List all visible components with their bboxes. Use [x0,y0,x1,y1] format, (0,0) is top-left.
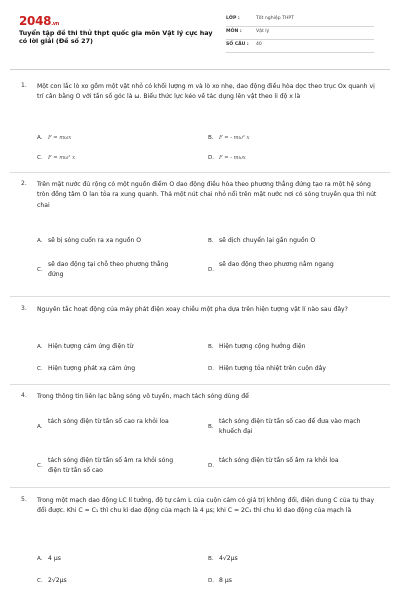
meta-row-count [226,40,374,53]
question-1 [18,82,386,180]
option-text: 4 μs [48,555,61,562]
option-label: B. [208,238,214,244]
option-text: tách sóng điện từ tần số cao ra khỏi loa [48,418,169,425]
option-text: tách sóng điện từ tần số âm ra khỏi loa [219,457,339,464]
option-text: sẽ dao động tại chỗ theo phương thẳng đứng [48,261,169,278]
option-text: F = mω² x [48,155,76,161]
option-label: C. [37,463,43,469]
question-text: Trong thông tin liên lạc bằng sóng vô tuyến, mạch tách sóng dùng để [37,393,249,400]
question-3 [18,305,386,385]
question-number: 5. [21,496,27,503]
logo-suffix: .vn [51,21,60,27]
option-label: B. [208,424,214,430]
site-logo[interactable]: 2048.vn [19,14,60,28]
option-label: A. [37,556,43,562]
option-label: B. [208,556,214,562]
option-text: F = mωx [48,135,72,141]
option-text: Hiện tượng phát xạ cảm ứng [48,365,136,372]
option-label: A. [37,424,43,430]
meta-value: Vật lý [256,29,270,34]
option-text: tách sóng điện từ tần số âm ra khỏi sóng điện từ tần số cao [48,457,174,474]
question-number: 1. [21,82,27,89]
option-label: C. [37,578,43,584]
meta-label: MÔN : [226,29,242,34]
option-label: B. [208,135,214,141]
meta-value: Tốt nghiệp THPT [256,16,294,21]
question-divider [10,172,390,173]
option-text: Hiện tượng cảm ứng điện từ [48,343,134,350]
option-label: C. [37,366,43,372]
question-divider [10,487,390,488]
option-text: sẽ dao động theo phương nằm ngang [219,261,334,268]
question-number: 4. [21,392,27,399]
option-label: D. [208,463,215,469]
header-divider [10,69,390,70]
question-text: Trong một mạch dao động LC lí tưởng, độ tự cảm L của cuộn cảm có giá trị không đổi, điện dung C của tụ thay đổi được. Khi C = C₁ thì chu kì dao động của mạch là 4 μs; khi C = 2C₁ thì chu kì dao động của mạch là [37,497,375,515]
option-text: sẽ dịch chuyển lại gần nguồn O [219,237,316,244]
meta-label: LỚP : [226,16,240,21]
question-number: 2. [21,180,27,187]
option-text: tách sóng điện từ tần số cao để đưa vào mạch khuếch đại [219,418,361,435]
question-2 [18,180,386,296]
question-text: Nguyên tắc hoạt động của máy phát điện xoay chiều một pha dựa trên hiện tượng vật lí nào sau đây? [37,306,348,313]
option-text: F = - mωx [219,155,246,161]
option-label: A. [37,344,43,350]
question-text: Một con lắc lò xo gồm một vật nhỏ có khối lượng m và lò xo nhẹ, dao động điều hòa dọc theo trục Ox quanh vị trí cân bằng O với tần số góc là ω. Biểu thức lực kéo về tác dụng lên vật theo li độ x là [37,83,375,101]
question-text: Trên mặt nước đủ rộng có một nguồn điểm O dao động điều hòa theo phương thẳng đứng tạo ra một hệ sóng tròn đồng tâm O lan tỏa ra xung quanh. Thả một nút chai nhỏ nổi trên mặt nước nơi có sóng truyền qua thì nút chai [37,181,377,209]
option-label: A. [37,238,43,244]
option-label: D. [208,267,215,273]
option-text: Hiện tượng tỏa nhiệt trên cuộn dây [219,365,327,372]
option-label: D. [208,578,215,584]
question-divider [10,384,390,385]
option-label: D. [208,366,215,372]
question-4 [18,392,386,492]
meta-row-class [226,14,374,27]
option-label: A. [37,135,43,141]
option-text: F = - mω² x [219,135,250,141]
question-divider [10,296,390,297]
meta-value: 40 [256,42,262,47]
option-text: 4√2μs [219,555,238,562]
meta-label: SỐ CÂU : [226,42,249,47]
option-text: Hiện tượng cộng hưởng điện [219,343,306,350]
question-5 [18,496,386,598]
option-text: sẽ bị sóng cuốn ra xa nguồn O [48,237,142,244]
option-label: B. [208,344,214,350]
meta-row-subject [226,27,374,40]
document-title: Tuyển tập đề thi thử thpt quốc gia môn Vật lý cực hay có lời giải (Đề số 27) [19,29,213,45]
option-text: 8 μs [219,577,232,584]
option-text: 2√2μs [48,577,67,584]
option-label: D. [208,155,215,161]
exam-meta [226,14,374,53]
question-number: 3. [21,305,27,312]
option-label: C. [37,155,43,161]
option-label: C. [37,267,43,273]
